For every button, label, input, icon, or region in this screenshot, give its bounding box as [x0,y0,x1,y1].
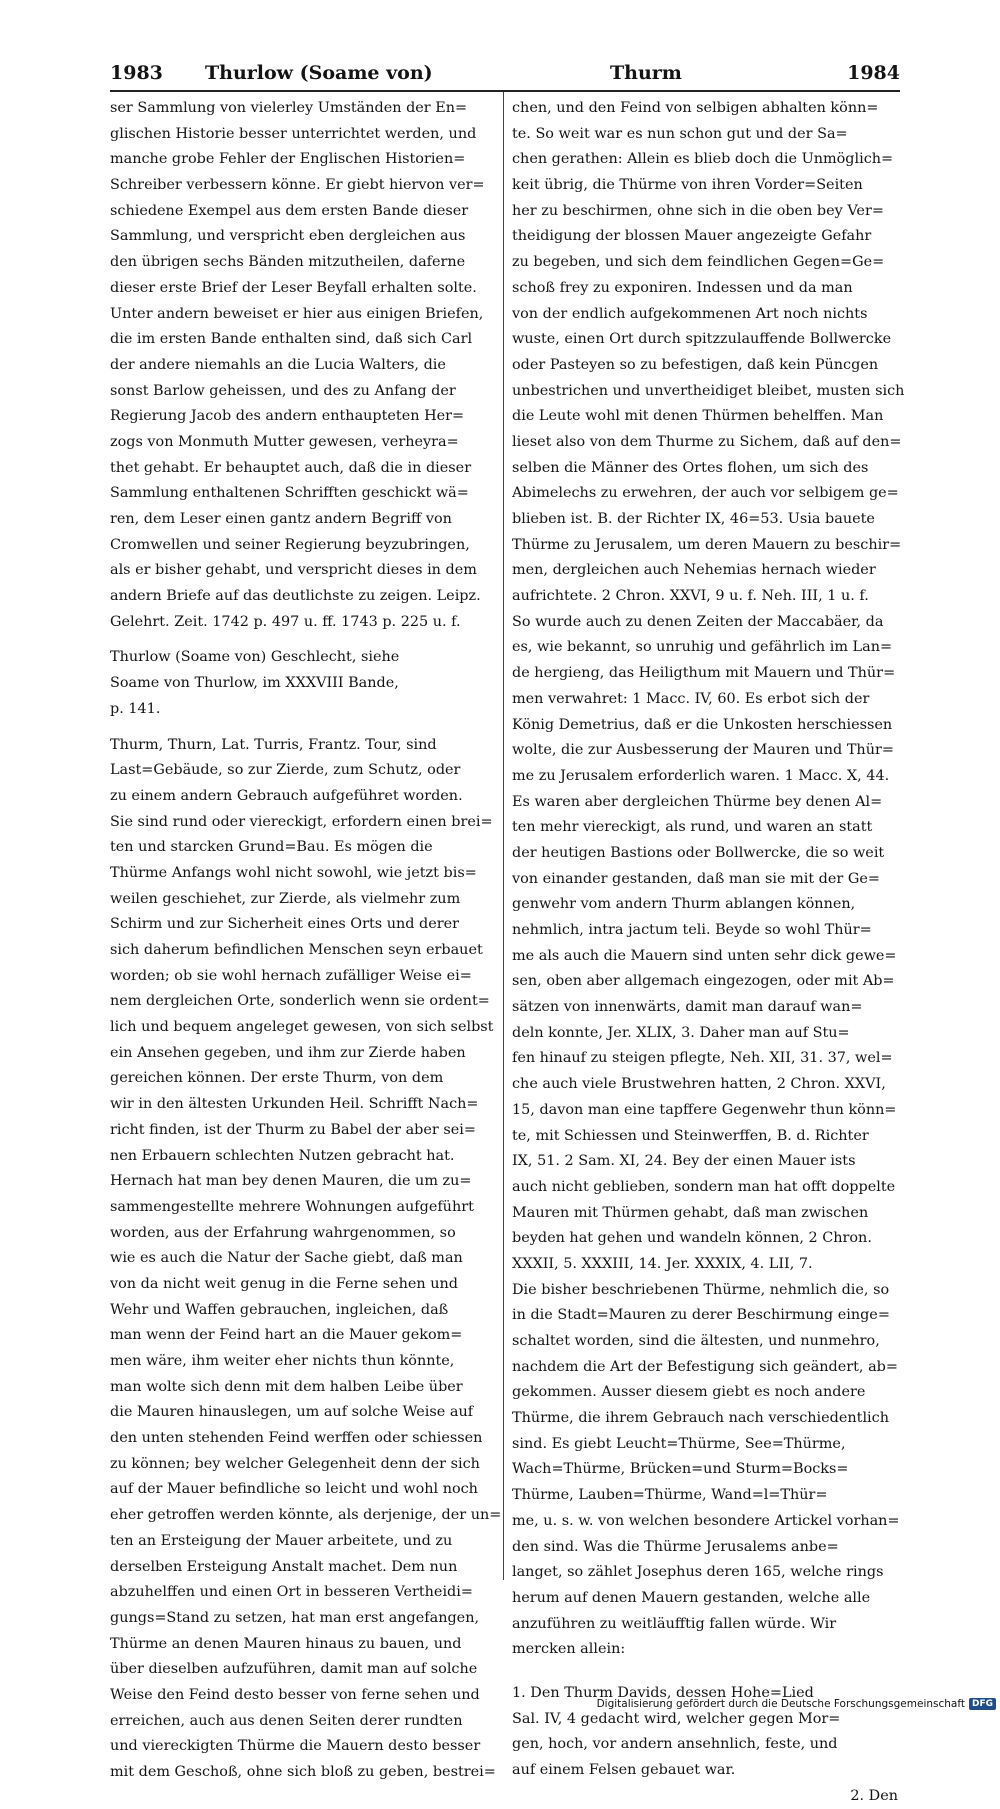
text-line: und viereckigten Thürme die Mauern desto besser [110,1738,481,1755]
text-line: ten an Ersteigung der Mauer arbeitete, und zu [110,1532,453,1549]
page-number-right: 1984 [847,62,900,84]
text-line: che auch viele Brustwehren hatten, 2 Chron. XXVI, [512,1076,886,1093]
text-line: Last=Gebäude, so zur Zierde, zum Schutz, oder [110,762,461,779]
text-line: men wäre, ihm weiter eher nichts thun könnte, [110,1353,455,1369]
catchword: 2. Den [850,1787,898,1804]
text-line: Abimelechs zu erwehren, der auch vor selbigem ge= [512,485,899,502]
text-line: Die bisher beschriebenen Thürme, nehmlich die, so [512,1281,890,1298]
text-line: Regierung Jacob des andern enthaupteten Her= [110,408,465,425]
text-line: Cromwellen und seiner Regierung beyzubringen, [110,536,470,553]
text-line: blieben ist. B. der Richter IX, 46=53. Usia bauete [512,511,875,527]
text-line: me zu Jerusalem erforderlich waren. 1 Macc. X, 44. [512,767,890,784]
text-line: sonst Barlow geheissen, und des zu Anfang der [110,382,456,399]
text-line: her zu beschirmen, ohne sich in die oben bey Ver= [512,202,884,219]
text-line: zu einem andern Gebrauch aufgeführet worden. [110,787,463,804]
text-line: 1. Den Thurm Davids, dessen Hohe=Lied [512,1684,814,1701]
page-footer [597,1695,996,1713]
text-line: Sal. IV, 4 gedacht wird, welcher gegen Mor= [512,1710,841,1727]
text-line: Wehr und Waffen gebrauchen, ingleichen, daß [110,1301,449,1318]
text-line: nen Erbauern schlechten Nutzen gebracht hat. [110,1147,455,1164]
text-line: gereichen können. Der erste Thurm, von dem [110,1070,444,1087]
text-line: Thürme Anfangs wohl nicht sowohl, wie jetzt bis= [110,864,477,881]
text-line: ten und starcken Grund=Bau. Es mögen die [110,839,433,856]
text-line: worden, aus der Erfahrung wahrgenommen, so [110,1224,456,1241]
text-line: ein Ansehen gegeben, und ihm zur Zierde haben [110,1044,466,1061]
text-line: XXXII, 5. XXXIII, 14. Jer. XXXIX, 4. LII, 7. [512,1255,813,1272]
page-number-left: 1983 [110,62,163,84]
text-line: auch nicht geblieben, sondern man hat offt doppelte [512,1178,896,1195]
text-line: auf der Mauer befindliche so leicht und wohl noch [110,1481,478,1498]
text-line: man wenn der Feind hart an die Mauer gekom= [110,1327,463,1344]
text-line: von einander gestanden, daß man sie mit der Ge= [512,870,880,887]
text-line: langet, so zählet Josephus deren 165, welche rings [512,1564,884,1581]
text-line: Es waren aber dergleichen Thürme bey denen Al= [512,793,883,810]
text-line: lieset also von dem Thurme zu Sichem, daß auf den= [512,433,902,450]
text-line: wolte, die zur Ausbesserung der Mauren und Thür= [512,742,894,759]
text-line: oder Pasteyen so zu befestigen, daß kein Püncgen [512,356,879,373]
text-line: den sind. Was die Thürme Jerusalems anbe= [512,1538,839,1555]
text-line: aufrichtete. 2 Chron. XXVI, 9 u. f. Neh. III, 1 u. f. [512,588,869,605]
text-line: die Mauren hinauslegen, um auf solche Weise auf [110,1404,474,1421]
text-line: auf einem Felsen gebauet war. [512,1762,736,1778]
text-line: wuste, einen Ort durch spitzzulauffende Bollwercke [512,331,892,348]
text-line: Sammlung enthaltenen Schrifften geschickt wä= [110,485,469,502]
text-line: te, mit Schiessen und Steinwerffen, B. d. Richter [512,1127,869,1144]
text-line: Schirm und zur Sicherheit eines Orts und derer [110,916,460,933]
text-line: die Leute wohl mit denen Thürmen behelffen. Man [512,408,884,425]
text-line: ten mehr viereckigt, als rund, und waren an statt [512,819,873,836]
text-line: nachdem die Art der Befestigung sich geändert, ab= [512,1358,898,1375]
text-line: selben die Männer des Ortes flohen, um sich des [512,459,869,476]
text-line: herum auf denen Mauern gestanden, welche alle [512,1589,871,1606]
text-line: weilen geschiehet, zur Zierde, als vielmehr zum [110,890,461,907]
left-paragraph-continuation [110,96,502,635]
text-line: chen gerathen: Allein es blieb doch die Unmöglich= [512,151,894,168]
text-line: Gelehrt. Zeit. 1742 p. 497 u. ff. 1743 p. 225 u. f. [110,613,461,630]
text-line: me als auch die Mauern sind unten sehr dick gewe= [512,947,897,964]
text-line: zu können; bey welcher Gelegenheit denn der sich [110,1455,480,1472]
text-line: schiedene Exempel aus dem ersten Bande dieser [110,202,469,219]
text-line: sich daherum befindlichen Menschen seyn erbauet [110,942,483,958]
text-line: beyden hat gehen und wandeln können, 2 Chron. [512,1230,872,1247]
text-line: eher getroffen werden könnte, als derjenige, der un= [110,1507,502,1524]
text-line: von da nicht weit genug in die Ferne sehen und [110,1275,458,1292]
text-line: sen, oben aber allgemach eingezogen, oder mit Ab= [512,973,895,990]
text-line: p. 141. [110,700,161,717]
text-line: Weise den Feind desto besser von ferne sehen und [110,1686,480,1703]
text-line: Thürme zu Jerusalem, um deren Mauern zu beschir= [512,536,902,553]
text-line: Schreiber verbessern könne. Er giebt hiervon ver= [110,177,485,194]
running-title-right: Thurm [610,62,682,84]
text-line: Thürme, die ihrem Gebrauch nach verschiedentlich [512,1410,889,1427]
text-line: Soame von Thurlow, im XXXVIII Bande, [110,675,399,692]
text-line: deln konnte, Jer. XLIX, 3. Daher man auf Stu= [512,1024,850,1041]
text-line: man wolte sich denn mit dem halben Leibe über [110,1378,463,1395]
text-line: sätzen von innenwärts, damit man darauf wan= [512,999,863,1016]
text-line: ren, dem Leser einen gantz andern Begriff von [110,511,452,527]
page-header [110,58,900,88]
dfg-logo: DFG [969,1698,996,1710]
text-line: erreichen, auch aus denen Seiten derer rundten [110,1712,463,1729]
text-line: lich und bequem angeleget gewesen, von sich selbst [110,1019,494,1036]
text-line: zogs von Monmuth Mutter gewesen, verheyra= [110,433,459,450]
text-line: in die Stadt=Mauren zu derer Beschirmung einge= [512,1307,890,1324]
text-line: Sie sind rund oder viereckigt, erfordern einen brei= [110,813,493,830]
right-paragraph-continuation [512,96,904,1663]
text-line: 15, davon man eine tapffere Gegenwehr thun könn= [512,1101,897,1118]
text-line: nehmlich, intra jactum teli. Beyde so wohl Thür= [512,922,872,938]
text-line: über dieselben aufzuführen, damit man auf solche [110,1661,478,1678]
left-paragraph-thurlow-entry [110,645,502,722]
text-line: chen, und den Feind von selbigen abhalten könn= [512,100,879,116]
text-line: worden; ob sie wohl hernach zufälliger Weise ei= [110,967,472,984]
text-line: es, wie bekannt, so unruhig und gefährlich im Lan= [512,639,893,656]
text-line: der heutigen Bastions oder Bollwercke, die so weit [512,844,885,861]
text-line: Unter andern beweiset er hier aus einigen Briefen, [110,305,484,322]
header-rule [110,90,900,92]
text-line: Thürme an denen Mauren hinaus zu bauen, und [110,1635,462,1652]
text-line: fen hinauf zu steigen pflegte, Neh. XII, 31. 37, wel= [512,1050,893,1067]
text-line: schoß frey zu exponiren. Indessen und da man [512,279,853,296]
text-line: anzuführen zu weitläufftig fallen würde. Wir [512,1615,837,1632]
text-line: dieser erste Brief der Leser Beyfall erhalten solte. [110,279,477,296]
left-column [110,96,502,1786]
text-line: IX, 51. 2 Sam. XI, 24. Bey der einen Mauer ists [512,1153,856,1170]
text-line: König Demetrius, daß er die Unkosten herschiessen [512,716,893,733]
text-line: Thurm, Thurn, Lat. Turris, Frantz. Tour, sind [110,736,437,753]
text-line: der andere niemahls an die Lucia Walters, die [110,356,446,373]
text-line: derselben Ersteigung Anstalt machet. Dem nun [110,1558,458,1575]
text-line: zu begeben, und sich dem feindlichen Gegen=Ge= [512,254,885,271]
right-column [512,96,904,1809]
text-line: abzuhelffen und einen Ort in besseren Vertheidi= [110,1584,473,1601]
text-line: wie es auch die Natur der Sache giebt, daß man [110,1250,463,1267]
text-line: theidigung der blossen Mauer angezeigte Gefahr [512,228,872,245]
text-line: gen, hoch, vor andern ansehnlich, feste, und [512,1736,838,1753]
text-line: schaltet worden, sind die ältesten, und nunmehro, [512,1333,880,1349]
text-line: men verwahret: 1 Macc. IV, 60. Es erbot sich der [512,690,870,707]
text-line: Hernach hat man bey denen Mauren, die um zu= [110,1173,472,1190]
text-line: glischen Historie besser unterrichtet werden, und [110,125,477,142]
text-line: mercken allein: [512,1641,626,1658]
text-line: von der endlich aufgekommenen Art noch nichts [512,305,868,322]
text-line: richt finden, ist der Thurm zu Babel der aber sei= [110,1121,476,1138]
left-paragraph-thurm-entry [110,733,502,1786]
text-line: Sammlung, und verspricht eben dergleichen aus [110,228,466,245]
text-line: den übrigen sechs Bänden mitzutheilen, daferne [110,254,466,271]
text-line: manche grobe Fehler der Englischen Historien= [110,151,466,168]
text-line: die im ersten Bande enthalten sind, daß sich Carl [110,331,473,348]
text-line: So wurde auch zu denen Zeiten der Maccabäer, da [512,613,884,630]
text-line: nem dergleichen Orte, sonderlich wenn sie ordent= [110,993,490,1010]
footer-credit: Digitalisierung gefördert durch die Deutsche Forschungsgemeinschaft [596,1698,965,1710]
column-divider [503,92,504,1580]
text-line: gungs=Stand zu setzen, hat man erst angefangen, [110,1609,480,1626]
text-line: keit übrig, die Thürme von ihren Vorder=Seiten [512,177,863,194]
text-line: men, dergleichen auch Nehemias hernach wieder [512,562,876,579]
text-line: thet gehabt. Er behauptet auch, daß die in dieser [110,459,472,476]
text-line: genwehr vom andern Thurm ablangen können, [512,896,856,913]
text-line: Wach=Thürme, Brücken=und Sturm=Bocks= [512,1461,849,1478]
text-line: sind. Es giebt Leucht=Thürme, See=Thürme, [512,1435,846,1452]
text-line: wir in den ältesten Urkunden Heil. Schrifft Nach= [110,1096,479,1113]
text-line: Thurlow (Soame von) Geschlecht, siehe [110,649,400,666]
text-line: gekommen. Ausser diesem giebt es noch andere [512,1384,866,1401]
running-title-left: Thurlow (Soame von) [205,62,433,84]
text-line: de hergieng, das Heiligthum mit Mauern und Thür= [512,665,896,682]
text-line: Mauren mit Thürmen gehabt, daß man zwischen [512,1204,869,1221]
text-line: sammengestellte mehrere Wohnungen aufgeführt [110,1198,474,1215]
text-line: andern Briefe auf das deutlichste zu zeigen. Leipz. [110,588,481,605]
text-line: unbestrichen und unvertheidiget bleibet, musten sich [512,382,904,399]
text-line: mit dem Geschoß, ohne sich bloß zu geben, bestrei= [110,1764,496,1780]
text-line: Thürme, Lauben=Thürme, Wand=l=Thür= [512,1487,828,1504]
text-line: ser Sammlung von vielerley Umständen der En= [110,100,468,116]
text-line: me, u. s. w. von welchen besondere Artickel vorhan= [512,1512,900,1529]
text-line: als er bisher gehabt, und verspricht dieses in dem [110,562,477,579]
text-line: den unten stehenden Feind werffen oder schiessen [110,1430,483,1447]
text-line: te. So weit war es nun schon gut und der Sa= [512,125,848,142]
